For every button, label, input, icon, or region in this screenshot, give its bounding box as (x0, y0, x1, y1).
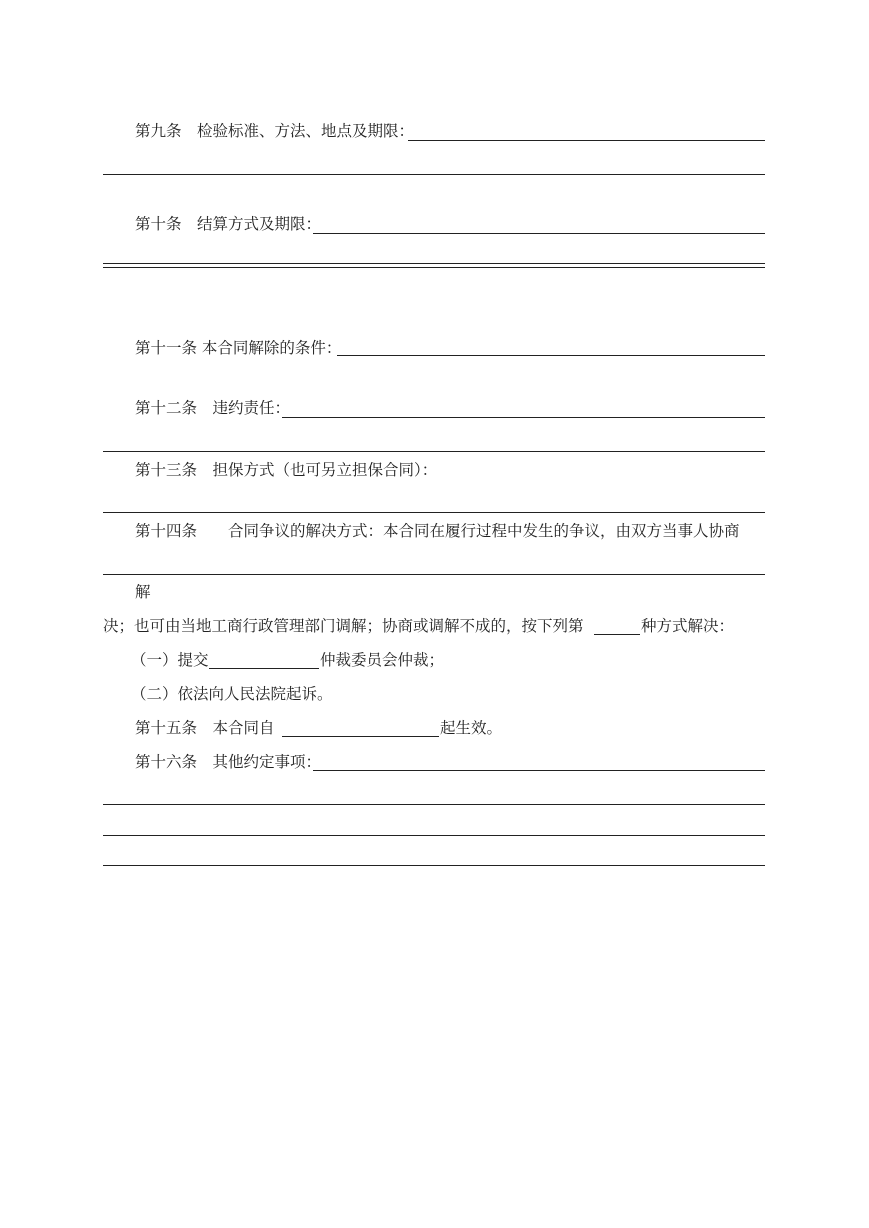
clause-9-blank-line (103, 174, 765, 175)
option-1-suffix: 仲裁委员会仲裁； (320, 651, 445, 669)
clause-14-label: 第十四条 合同争议的解决方式：本合同在履行过程中发生的争议，由双方当事人协商 (135, 522, 740, 540)
clause-10-label: 第十条 结算方式及期限： (135, 215, 322, 233)
clause-14-blank-line (103, 574, 765, 575)
clause-12-label: 第十二条 违约责任： (135, 399, 291, 417)
clause-10-blank-line-a (103, 263, 765, 264)
clause-15-fill-line (282, 736, 439, 737)
clause-10-blank-line-b (103, 267, 765, 268)
option-1-fill-line (209, 668, 319, 669)
clause-11-label: 第十一条 本合同解除的条件： (135, 339, 342, 357)
clause-16-blank-line-3 (103, 865, 765, 866)
clause-10-fill-line (313, 233, 765, 234)
clause-16-blank-line-2 (103, 835, 765, 836)
clause-15-prefix: 第十五条 本合同自 (135, 719, 275, 737)
option-1-prefix: （一）提交 (131, 651, 209, 669)
clause-14-continuation-2a: 决；也可由当地工商行政管理部门调解；协商或调解不成的，按下列第 (103, 617, 584, 635)
clause-14-continuation-2b: 种方式解决： (641, 617, 735, 635)
clause-9-label: 第九条 检验标准、方法、地点及期限： (135, 122, 415, 140)
clause-11-fill-line (337, 355, 765, 356)
clause-16-fill-line (313, 770, 765, 771)
clause-12-fill-line (282, 417, 765, 418)
option-2-label: （二）依法向人民法院起诉。 (131, 685, 333, 703)
clause-15-suffix: 起生效。 (440, 719, 503, 737)
clause-12-blank-line (103, 451, 765, 452)
clause-13-label: 第十三条 担保方式（也可另立担保合同）： (135, 461, 438, 479)
clause-14-continuation-1: 解 (135, 583, 151, 601)
clause-13-blank-line (103, 512, 765, 513)
clause-16-blank-line-1 (103, 804, 765, 805)
clause-16-label: 第十六条 其他约定事项： (135, 753, 322, 771)
clause-9-fill-line (408, 140, 765, 141)
clause-14-choice-line (594, 634, 640, 635)
